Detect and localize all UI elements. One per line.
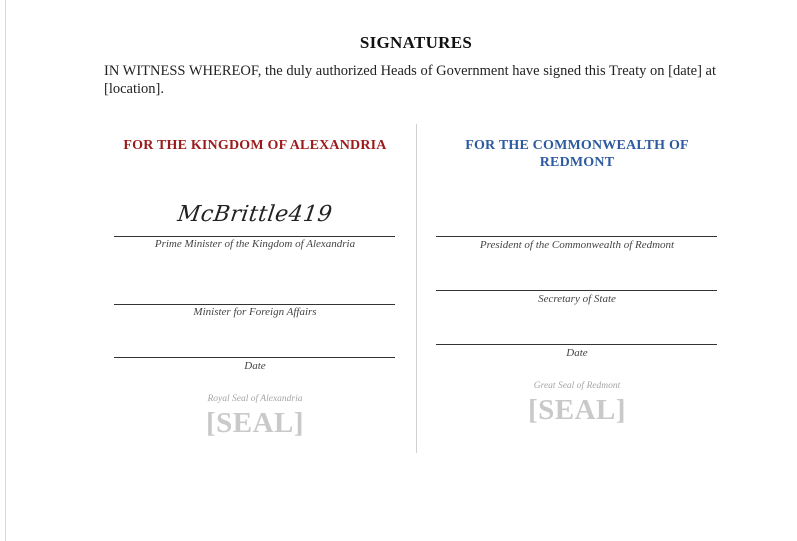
party-title-redmont: FOR THE COMMONWEALTH OF REDMONT <box>465 138 689 170</box>
signature-line-president <box>436 236 717 237</box>
signature-line-secretary-of-state <box>436 290 717 291</box>
signature-line-prime-minister <box>114 236 395 237</box>
signature-line-foreign-minister <box>114 304 395 305</box>
column-divider <box>416 124 417 453</box>
caption-prime-minister: Prime Minister of the Kingdom of Alexandria <box>154 238 356 250</box>
witness-clause: IN WITNESS WHEREOF, the duly authorized Heads of Government have signed this Treaty on [date] at [location]. <box>104 63 717 97</box>
page-left-edge <box>5 0 6 541</box>
caption-foreign-minister: Minister for Foreign Affairs <box>193 306 317 318</box>
seal-label-redmont: Great Seal of Redmont <box>533 381 621 391</box>
date-line-alexandria <box>114 357 395 358</box>
handwritten-signature: McBrittle419 <box>176 202 334 227</box>
seal-label-alexandria: Royal Seal of Alexandria <box>207 394 303 404</box>
caption-secretary-of-state: Secretary of State <box>538 293 616 305</box>
caption-date-redmont: Date <box>566 347 588 359</box>
section-heading: SIGNATURES <box>359 33 473 52</box>
seal-placeholder-redmont: [SEAL] <box>527 394 627 426</box>
date-line-redmont <box>436 344 717 345</box>
caption-president: President of the Commonwealth of Redmont <box>479 239 675 251</box>
seal-placeholder-alexandria: [SEAL] <box>205 407 305 439</box>
party-title-alexandria: FOR THE KINGDOM OF ALEXANDRIA <box>123 138 387 153</box>
caption-date-alexandria: Date <box>244 360 266 372</box>
